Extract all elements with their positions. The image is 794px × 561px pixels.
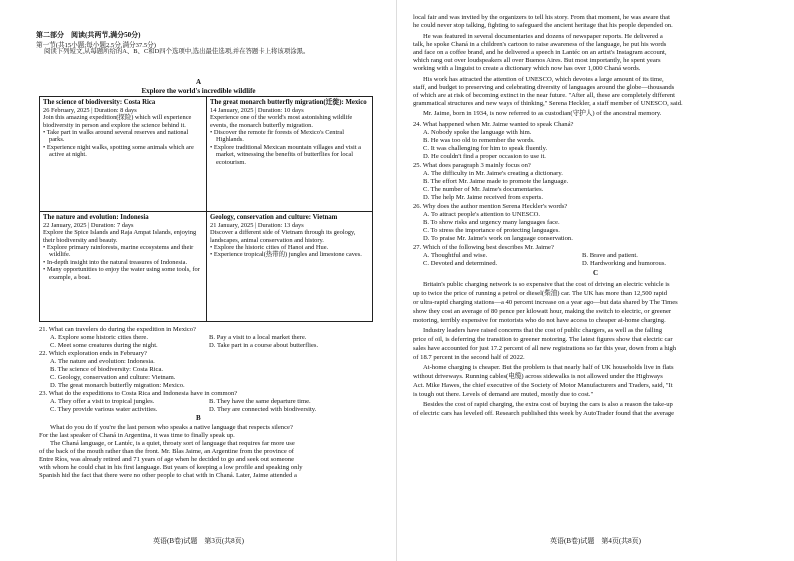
question-23-option-c: C. They provide various water activities.	[50, 406, 158, 413]
question-27-option-c: C. Devoted and determined.	[423, 260, 498, 267]
passage-b-line: For the last speaker of Chaná in Argentina, it was time to finally speak up.	[39, 432, 235, 439]
question-24-option-b: B. He was too old to remember the words.	[423, 137, 535, 144]
cell-bullet: • Experience tropical(热带的) jungles and limestone caves.	[210, 251, 362, 259]
instructions: 阅读下列短文,从每题所给的A、B、C和D四个选项中,选出最佳选项,并在答题卡上将该项涂黑。	[44, 48, 310, 55]
passage-b-line: working with a linguist to create a dictionary which now has over 1,000 Chaná words.	[413, 65, 641, 72]
passage-b-line: local fair and was invited by the organizers to tell his story. From that moment, he was aware that	[413, 14, 670, 21]
cell-bullet: • Explore the historic cities of Hanoi and Hue.	[210, 244, 329, 252]
cell-text: Experience one of the world's most astonishing wildlife events, the monarch butterfly migration.	[210, 114, 353, 129]
cell-date: 26 February, 2025 | Duration: 8 days	[43, 106, 137, 114]
question-21-option-d: D. Take part in a course about butterflies.	[209, 342, 319, 349]
passage-c-line: price of oil, is deferring the transition to greener motoring. The latest figures show that electric car	[413, 336, 673, 343]
question-25-option-a: A. The difficulty in Mr. Jaime's creating a dictionary.	[423, 170, 563, 177]
passage-b-line: Entre Ríos, was already retired and 71 years of age when he decided to go and seek out someone	[39, 456, 295, 463]
passage-b-line: He was featured in several documentaries and dozens of newspaper reports. He delivered a	[423, 33, 663, 40]
passage-c-line: or ultra-rapid charging stations—a 40 percent increase on a year ago—but data shared by The Times	[413, 299, 678, 306]
passage-c-line: up to twice the price of running a petrol or diesel(柴油) car. The UK has more than 12,500 rapid	[413, 290, 668, 297]
passage-b-line: and face on a coffee brand, and he delivered a speech in Lantéc on an artist's Instagram account,	[413, 49, 667, 56]
question-26-option-b: B. To show risks and urgency many languages face.	[423, 219, 560, 226]
question-26: 26. Why does the author mention Serena Heckler's words?	[413, 203, 568, 210]
question-22-option-b: B. The science of biodiversity: Costa Rica.	[50, 366, 164, 373]
question-23: 23. What do the expeditions to Costa Rica and Indonesia have in common?	[39, 390, 238, 397]
passage-b-line: His work has attracted the attention of UNESCO, which devotes a large amount of its time,	[423, 76, 664, 83]
cell-date: 14 January, 2025 | Duration: 10 days	[210, 106, 304, 114]
cell-bullet: • Experience night walks, spotting some animals which are active at night.	[43, 143, 194, 159]
question-26-option-c: C. To stress the importance of protecting languages.	[423, 227, 560, 234]
passage-c-line: of electric cars has leveled off. Research published this week by AutoTrader found that the average	[413, 410, 675, 417]
passage-b-letter: B	[196, 414, 201, 422]
cell-bullet: • Explore primary rainforests, marine ecosystems and their wildlife.	[43, 244, 194, 259]
cell-text: Explore the Spice Islands and Raja Ampat Islands, enjoying their biodiversity and beauty.	[43, 229, 197, 244]
cell-indonesia	[40, 212, 206, 322]
cell-text: Join this amazing expedition(探险) which will experience biodiversity in person and explore the science behind it.	[43, 114, 192, 129]
passage-c-line: At-home charging is cheaper. But the problem is that nearly half of UK households live in flats	[423, 364, 674, 371]
passage-b-line: he could never stop talking, fighting to safeguard the ancient heritage that his people depended on.	[413, 22, 673, 29]
cell-title: Geology, conservation and culture: Vietnam	[210, 214, 338, 221]
cell-bullet: • Discover the remote fir forests of Mexico's Central Highlands.	[210, 129, 345, 144]
passage-b-line: talk, he spoke Chaná in a children's cartoon to raise awareness of the language, he put his words	[413, 41, 667, 48]
question-25: 25. What does paragraph 3 mainly focus on?	[413, 162, 531, 169]
section-title: 第二部分 阅读(共两节,满分50分)	[36, 31, 141, 39]
cell-title: The nature and evolution: Indonesia	[43, 214, 149, 221]
passage-b-line: of which are at risk of becoming extinct in the near future. "After all, these are completely different	[413, 92, 676, 99]
passage-c-line: Britain's public charging network is so expensive that the cost of driving an electric vehicle is	[423, 281, 670, 288]
passage-b-line: Spanish hid the fact that there were no other people to chat with in Chaná. Later, Jaime attended a	[39, 472, 297, 479]
question-21-option-b: B. Pay a visit to a local market there.	[209, 334, 307, 341]
passage-c-line: of 18.7 percent in the second half of 2022.	[413, 354, 525, 361]
passage-b-line: Mr. Jaime, born in 1934, is now referred to as custodian(守护人) of the ancestral memory.	[423, 110, 662, 117]
cell-bullet: • Explore traditional Mexican mountain villages and visit a market, witnessing the benefits of butterflies for local ecotourism.	[210, 143, 361, 166]
passage-c-line: Besides the cost of rapid charging, the extra cost of buying the cars is also a reason the take-up	[423, 401, 673, 408]
question-25-option-c: C. The number of Mr. Jaime's documentaries.	[423, 186, 544, 193]
question-22-option-a: A. The nature and evolution: Indonesia.	[50, 358, 155, 365]
passage-b-line: What do you do if you're the last person who speaks a native language that respects silence?	[50, 424, 293, 431]
question-26-option-d: D. To praise Mr. Jaime's work on language conservation.	[423, 235, 573, 242]
cell-costa-rica	[40, 97, 206, 211]
page-footer: 英语(B卷)试题 第4页(共8页)	[550, 537, 641, 545]
passage-c-letter: C	[593, 269, 599, 277]
passage-a-title: Explore the world's incredible wildlife	[141, 87, 256, 95]
question-27: 27. Which of the following best describes Mr. Jaime?	[413, 244, 554, 251]
expedition-table	[39, 96, 373, 322]
cell-title: The great monarch butterfly migration(迁徙): Mexico	[210, 99, 367, 106]
question-25-option-d: D. The help Mr. Jaime received from experts.	[423, 194, 543, 201]
question-24-option-a: A. Nobody spoke the language with him.	[423, 129, 532, 136]
cell-bullet: • In-depth insight into the natural treasures of Indonesia.	[43, 258, 188, 266]
cell-date: 21 January, 2025 | Duration: 13 days	[210, 221, 304, 229]
question-27-option-a: A. Thoughtful and wise.	[423, 252, 488, 259]
passage-c-line: sales have accounted for just 17.2 percent of all new registrations so far this year, down from a high	[413, 345, 677, 352]
question-22: 22. Which exploration ends in February?	[39, 350, 147, 357]
question-22-option-c: C. Geology, conservation and culture: Vietnam.	[50, 374, 176, 381]
cell-text: Discover a different side of Vietnam through its geology, landscapes, animal conservation and history.	[210, 229, 356, 244]
passage-c-line: show they cost an average of 80 pence per kilowatt hour, making the switch to electric, or greener	[413, 308, 672, 315]
question-24: 24. What happened when Mr. Jaime wanted to speak Chaná?	[413, 121, 574, 128]
question-21-option-a: A. Explore some historic cities there.	[50, 334, 148, 341]
passage-c-line: Industry leaders have raised concerns that the cost of public chargers, as well as the falling	[423, 327, 663, 334]
passage-b-line: of the back of the mouth rather than the front. Mr. Blas Jaime, an Argentine from the province of	[39, 448, 294, 455]
question-23-option-b: B. They have the same departure time.	[209, 398, 311, 405]
cell-mexico	[207, 97, 372, 211]
passage-b-line: staff, and budget to preserving and celebrating diversity of languages around the globe—thousands	[413, 84, 675, 91]
question-22-option-d: D. The great monarch butterfly migration: Mexico.	[50, 382, 185, 389]
passage-c-line: Act. Mike Hawes, the chief executive of the Society of Motor Manufacturers and Traders, said, "It	[413, 382, 673, 389]
page-footer: 英语(B卷)试题 第3页(共8页)	[153, 537, 244, 545]
passage-b-line: with whom he could chat in his first language. But years of keeping a low profile and speaking only	[39, 464, 303, 471]
question-23-option-a: A. They offer a visit to tropical jungles.	[50, 398, 155, 405]
question-21: 21. What can travelers do during the expedition in Mexico?	[39, 326, 196, 333]
question-27-option-b: B. Brave and patient.	[582, 252, 638, 259]
question-23-option-d: D. They are connected with biodiversity.	[209, 406, 317, 413]
question-21-option-c: C. Meet some creatures during the night.	[50, 342, 158, 349]
question-25-option-b: B. The effort Mr. Jaime made to promote the language.	[423, 178, 569, 185]
cell-vietnam	[207, 212, 372, 322]
passage-c-line: without driveways. Running cables(电缆) across sidewalks is not allowed under the Highways	[413, 373, 663, 380]
cell-date: 22 January, 2025 | Duration: 7 days	[43, 221, 134, 229]
cell-title: The science of biodiversity: Costa Rica	[43, 99, 156, 106]
cell-bullet: • Take part in walks around several reserves and national parks.	[43, 129, 189, 144]
section-subtitle: 第一节(共15小题;每小题2.5分,满分37.5分)	[36, 42, 156, 49]
passage-b-line: which rang out over loudspeakers all over Buenos Aires. But most importantly, he spent years	[413, 57, 661, 64]
cell-bullet: • Many opportunities to enjoy the water using some tools, for example, a boat.	[43, 266, 200, 281]
question-27-option-d: D. Hardworking and humorous.	[582, 260, 667, 267]
passage-c-line: motoring, terribly expensive for motorists who do not have access to cheaper at-home charging.	[413, 317, 666, 324]
question-24-option-c: C. It was challenging for him to speak fluently.	[423, 145, 548, 152]
question-24-option-d: D. He couldn't find a proper occasion to use it.	[423, 153, 546, 160]
passage-a-letter: A	[196, 78, 202, 86]
question-26-option-a: A. To attract people's attention to UNESCO.	[423, 211, 541, 218]
passage-b-line: grammatical structures and new ways of thinking," Serena Heckler, a staff member of UNESCO, said.	[413, 100, 683, 107]
right-page	[397, 0, 794, 561]
passage-b-line: The Chaná language, or Lantéc, is a quiet, throaty sort of language that requires far more use	[50, 440, 295, 447]
passage-c-line: is tough out there. Levels of demand are muted, mostly due to cost."	[413, 391, 594, 398]
